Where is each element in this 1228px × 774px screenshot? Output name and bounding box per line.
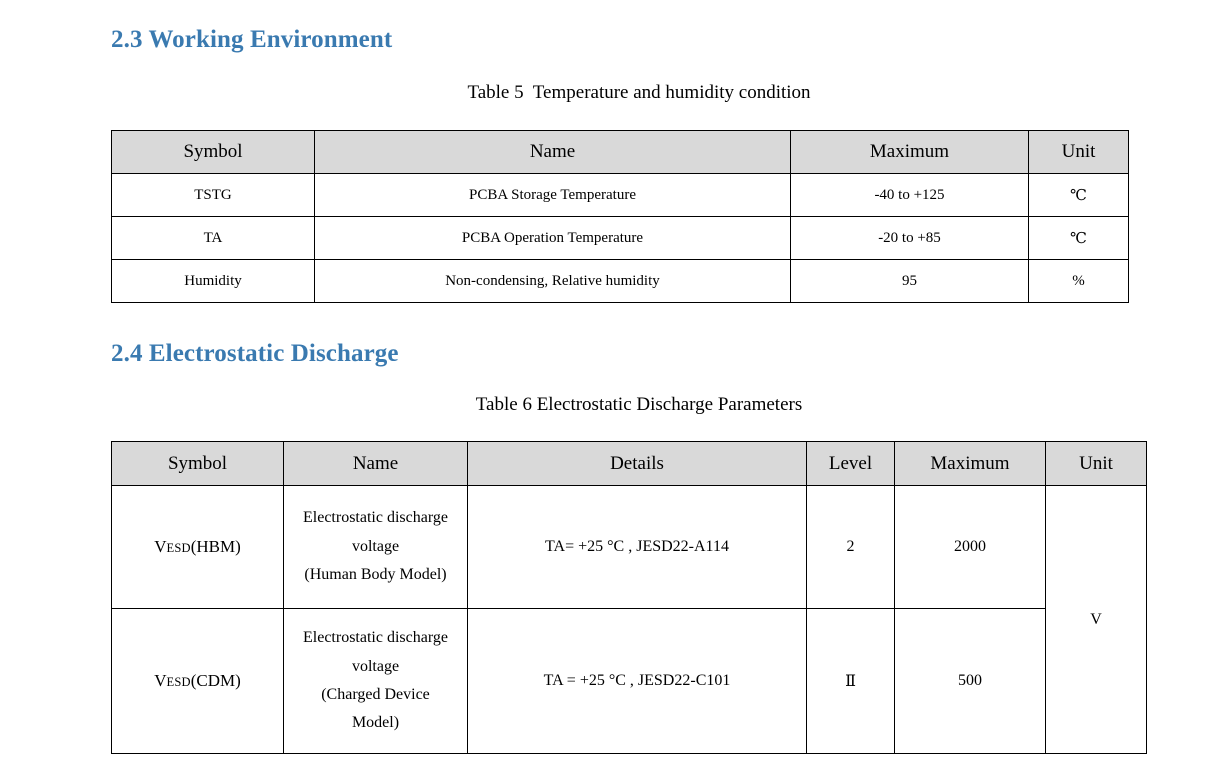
table-electrostatic-discharge xyxy=(111,441,1147,754)
symbol-base: V xyxy=(154,537,167,556)
cell-name xyxy=(284,609,468,754)
column-header-maximum: Maximum xyxy=(895,442,1046,486)
column-header-symbol: Symbol xyxy=(112,442,284,486)
table-row xyxy=(112,486,1147,609)
symbol-base: V xyxy=(154,671,167,690)
cell-level: Ⅱ xyxy=(807,609,895,754)
cell-name: Non-condensing, Relative humidity xyxy=(315,260,791,303)
cell-symbol xyxy=(112,486,284,609)
table-row xyxy=(112,260,1129,303)
column-header-maximum: Maximum xyxy=(791,131,1029,174)
cell-maximum: -40 to +125 xyxy=(791,174,1029,217)
symbol-subscript: ESD xyxy=(166,541,191,555)
section-heading-working-environment: 2.3 Working Environment xyxy=(111,26,393,53)
column-header-unit: Unit xyxy=(1029,131,1129,174)
symbol-subscript: ESD xyxy=(166,675,191,689)
symbol-suffix: (HBM) xyxy=(190,537,241,556)
section-heading-electrostatic-discharge: 2.4 Electrostatic Discharge xyxy=(111,340,399,367)
symbol-suffix: (CDM) xyxy=(190,671,241,690)
cell-name: PCBA Storage Temperature xyxy=(315,174,791,217)
cell-name: PCBA Operation Temperature xyxy=(315,217,791,260)
column-header-name: Name xyxy=(315,131,791,174)
cell-symbol: TSTG xyxy=(112,174,315,217)
table-row xyxy=(112,217,1129,260)
cell-unit: % xyxy=(1029,260,1129,303)
column-header-symbol: Symbol xyxy=(112,131,315,174)
cell-name xyxy=(284,486,468,609)
table-temperature-humidity xyxy=(111,130,1129,303)
cell-maximum: 2000 xyxy=(895,486,1046,609)
cell-details: TA = +25 °C , JESD22-C101 xyxy=(468,609,807,754)
table-header-row xyxy=(112,442,1147,486)
table-caption-table5: Table 5 Temperature and humidity condition xyxy=(467,82,811,103)
name-line: Model) xyxy=(351,714,400,732)
table-row xyxy=(112,609,1147,754)
column-header-details: Details xyxy=(468,442,807,486)
table-caption-table6: Table 6 Electrostatic Discharge Parameters xyxy=(475,394,803,415)
table-row xyxy=(112,174,1129,217)
name-lines xyxy=(288,504,463,589)
table-header-row xyxy=(112,131,1129,174)
cell-symbol: TA xyxy=(112,217,315,260)
column-header-name: Name xyxy=(284,442,468,486)
cell-unit: ℃ xyxy=(1029,217,1129,260)
cell-unit: ℃ xyxy=(1029,174,1129,217)
name-line: voltage xyxy=(351,537,400,555)
symbol-vesd-hbm xyxy=(154,537,241,556)
symbol-vesd-cdm xyxy=(154,671,241,690)
cell-details: TA= +25 °C , JESD22-A114 xyxy=(468,486,807,609)
name-lines xyxy=(288,624,463,738)
name-line: Electrostatic discharge xyxy=(303,629,448,647)
column-header-level: Level xyxy=(807,442,895,486)
cell-maximum: 95 xyxy=(791,260,1029,303)
cell-unit-merged: V xyxy=(1046,486,1147,754)
name-line: Electrostatic discharge xyxy=(303,509,448,527)
name-line: (Charged Device xyxy=(321,686,430,703)
cell-symbol xyxy=(112,609,284,754)
column-header-unit: Unit xyxy=(1046,442,1147,486)
name-line: (Human Body Model) xyxy=(304,566,447,584)
cell-level: 2 xyxy=(807,486,895,609)
name-line: voltage xyxy=(351,657,400,675)
cell-symbol: Humidity xyxy=(112,260,315,303)
cell-maximum: -20 to +85 xyxy=(791,217,1029,260)
cell-maximum: 500 xyxy=(895,609,1046,754)
